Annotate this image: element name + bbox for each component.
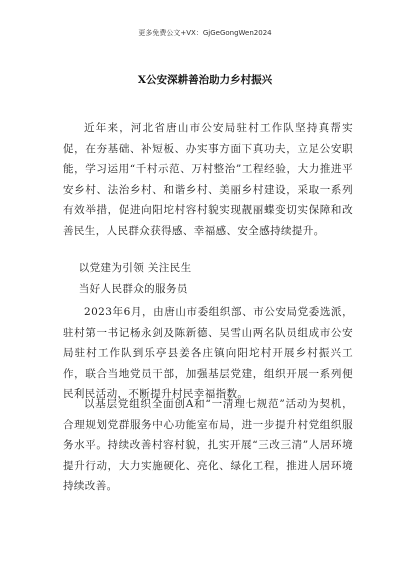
section-heading-2: 当好人民群众的服务员 — [78, 283, 188, 295]
paragraph-intro: 近年来，河北省唐山市公安局驻村工作队坚持真帮实促，在夯基础、补短板、办实事方面下真功夫，立足公安职能，学习运用“千村示范、万村整治”工程经验，大力推进平安乡村、法治乡村、和谐乡村、美丽乡村建设，采取一系列有效举措，促进向阳坨村容村貌实现靓丽蝶变切实保障和改善民生，人民群众获得感、幸福感、安全感持续提升。 — [63, 122, 353, 237]
header-note: 更多免费公文+VX：GjGeGongWen2024 — [138, 29, 272, 37]
section-heading-1: 以党建为引领 关注民生 — [78, 262, 192, 274]
document-title: X公安深耕善治助力乡村振兴 — [137, 74, 273, 86]
paragraph-party-building: 以基层党组织全面创A和“一清理七规范”活动为契机，合理规划党群服务中心功能室布局，进一步提升村党组织服务水平。持续改善村容村貌，扎实开展“三改三清”人居环境提升行动，大力实施硬化、亮化、绿化工程，推进人居环境持续改善。 — [63, 398, 353, 492]
paragraph-work-team: 2023年6月，由唐山市委组织部、市公安局党委选派，驻村第一书记杨永剑及陈新德、吴雪山两名队员组成市公安局驻村工作队到乐亭县姜各庄镇向阳坨村开展乡村振兴工作，联合当地党员干部，加强基层党建，组织开展一系列便民利民活动，不断提升村民幸福指数。 — [63, 306, 353, 400]
